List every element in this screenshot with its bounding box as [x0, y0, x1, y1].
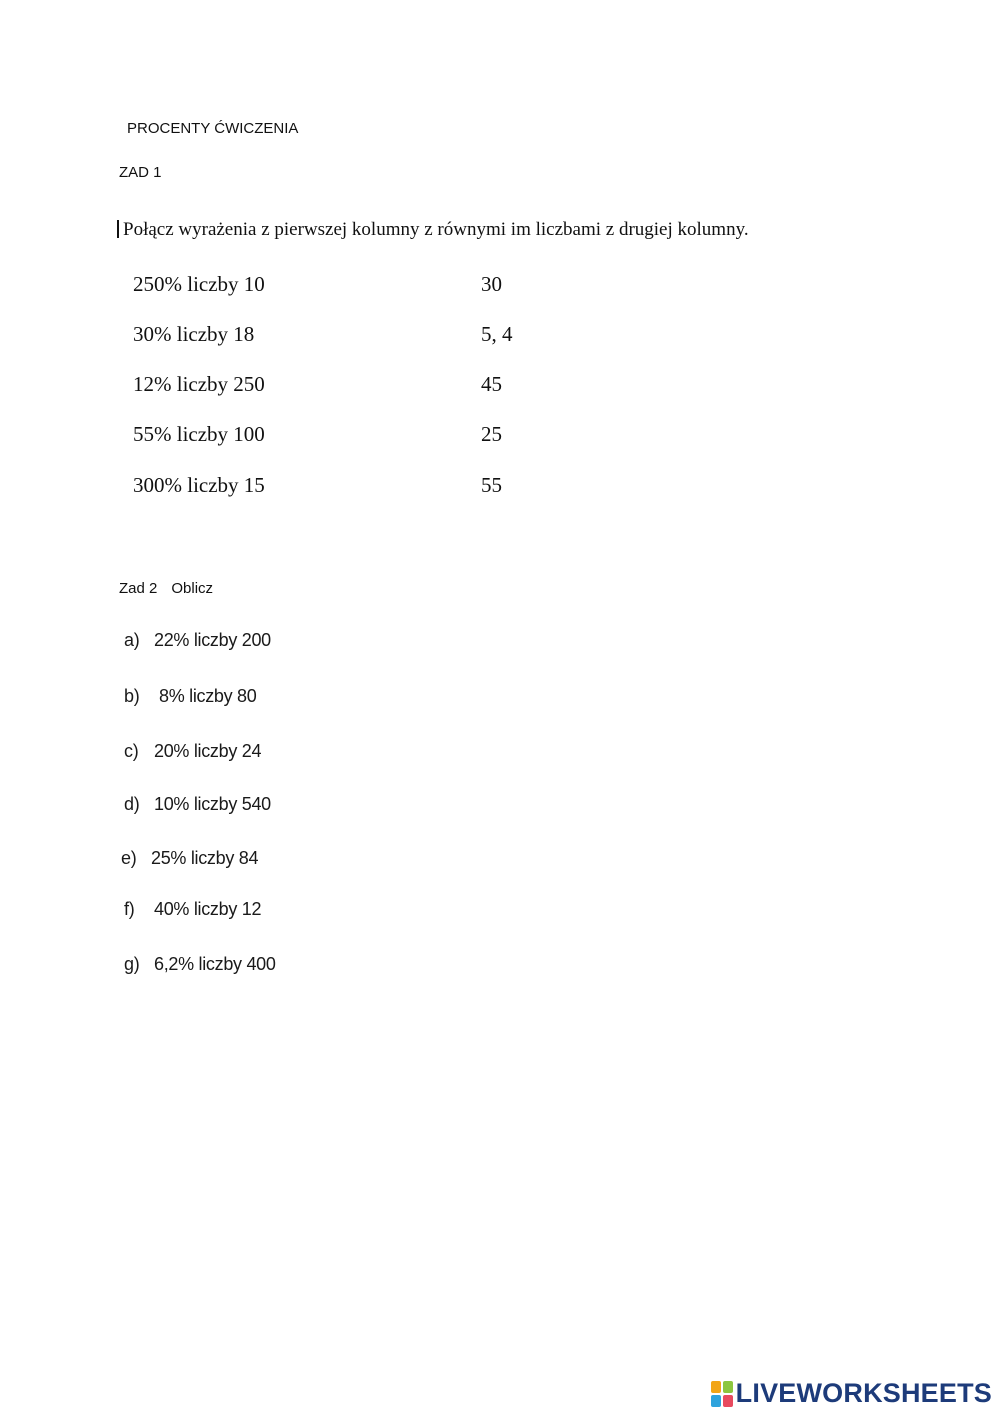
task2-instruction: Oblicz	[171, 580, 214, 597]
match-left-item: 12% liczby 250	[133, 372, 265, 396]
calc-item-label: b)	[124, 686, 140, 706]
calc-item	[121, 848, 258, 869]
calc-item-label: c)	[124, 741, 139, 761]
calc-item	[124, 954, 276, 975]
match-left-item: 30% liczby 18	[133, 322, 255, 346]
match-left-item: 55% liczby 100	[133, 422, 265, 446]
calc-item-text: 40% liczby 12	[154, 899, 262, 919]
task2-heading	[119, 580, 213, 597]
task1-heading: ZAD 1	[119, 164, 162, 181]
calc-item-text: 8% liczby 80	[159, 686, 257, 706]
calc-item	[124, 899, 261, 920]
calc-item-text: 25% liczby 84	[151, 848, 259, 868]
task2-heading-label: Zad 2	[119, 580, 158, 597]
match-right-item: 45	[481, 372, 502, 396]
logo-tile	[723, 1381, 733, 1393]
calc-item-text: 22% liczby 200	[154, 630, 271, 650]
calc-item-text: 20% liczby 24	[154, 741, 262, 761]
calc-item	[124, 630, 271, 651]
match-left-item: 300% liczby 15	[133, 473, 265, 497]
match-left-item: 250% liczby 10	[133, 272, 265, 296]
calc-item-label: d)	[124, 794, 140, 814]
match-right-item: 30	[481, 272, 502, 296]
calc-item-label: e)	[121, 848, 137, 868]
calc-item	[124, 686, 256, 707]
calc-item	[124, 794, 271, 815]
task1-instruction	[117, 219, 749, 241]
calc-item-label: a)	[124, 630, 140, 650]
match-right-item: 25	[481, 422, 502, 446]
calc-item-label: f)	[124, 899, 135, 919]
liveworksheets-logo-icon	[711, 1381, 733, 1407]
liveworksheets-watermark	[711, 1378, 992, 1409]
logo-tile	[711, 1395, 721, 1407]
text-cursor-bar	[117, 220, 119, 238]
logo-tile	[723, 1395, 733, 1407]
logo-tile	[711, 1381, 721, 1393]
calc-item-label: g)	[124, 954, 140, 974]
task1-instruction-text: Połącz wyrażenia z pierwszej kolumny z równymi im liczbami z drugiej kolumny.	[123, 219, 749, 240]
match-right-item: 55	[481, 473, 502, 497]
watermark-text: LIVEWORKSHEETS	[735, 1378, 992, 1408]
calc-item-text: 10% liczby 540	[154, 794, 271, 814]
page-title: PROCENTY ĆWICZENIA	[127, 120, 299, 137]
match-right-item: 5, 4	[481, 322, 513, 346]
calc-item-text: 6,2% liczby 400	[154, 954, 276, 974]
calc-item	[124, 741, 261, 762]
